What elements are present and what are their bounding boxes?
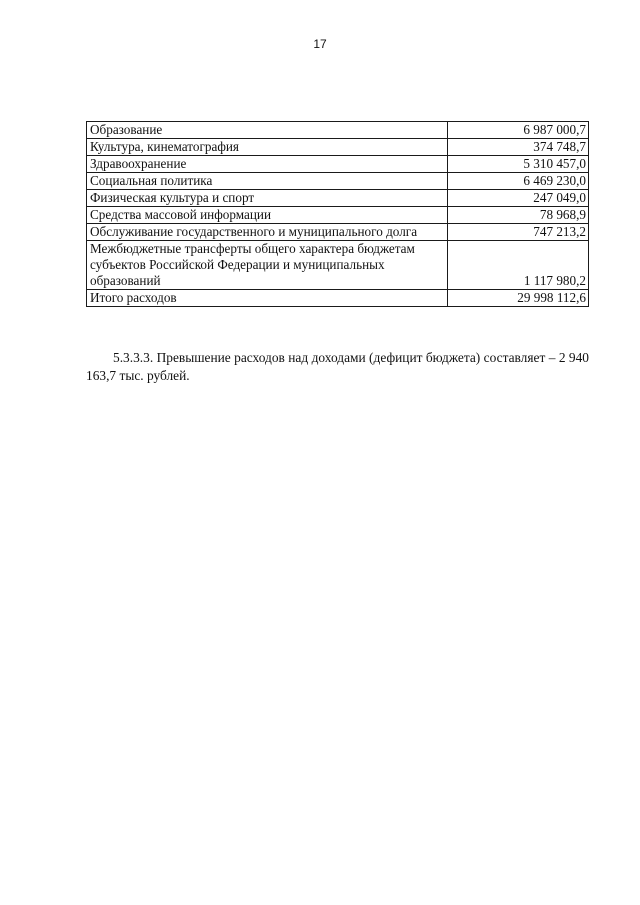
row-label: Социальная политика [87,173,448,190]
expenditure-table [86,121,589,307]
page-number: 17 [313,37,327,51]
row-value: 6 987 000,7 [448,122,589,139]
table-row [87,207,589,224]
row-label: Здравоохранение [87,156,448,173]
table-row-total [87,290,589,307]
table-row [87,190,589,207]
table-row [87,156,589,173]
row-value: 247 049,0 [448,190,589,207]
row-value: 747 213,2 [448,224,589,241]
row-value: 6 469 230,0 [448,173,589,190]
table-row [87,139,589,156]
row-label: Культура, кинематография [87,139,448,156]
row-value: 1 117 980,2 [448,241,589,290]
row-label: Средства массовой информации [87,207,448,224]
row-label: Обслуживание государственного и муниципального долга [87,224,448,241]
row-value: 374 748,7 [448,139,589,156]
row-value: 29 998 112,6 [448,290,589,307]
table-row [87,224,589,241]
table-row [87,173,589,190]
table-row [87,122,589,139]
table-row [87,241,589,290]
row-value: 78 968,9 [448,207,589,224]
row-label: Межбюджетные трансферты общего характера бюджетам субъектов Российской Федерации и муниципальных образований [87,241,448,290]
deficit-paragraph: 5.3.3.3. Превышение расходов над доходами (дефицит бюджета) составляет – 2 940 163,7 тыс. рублей. [86,350,589,383]
row-label: Физическая культура и спорт [87,190,448,207]
row-value: 5 310 457,0 [448,156,589,173]
row-label: Итого расходов [87,290,448,307]
row-label: Образование [87,122,448,139]
